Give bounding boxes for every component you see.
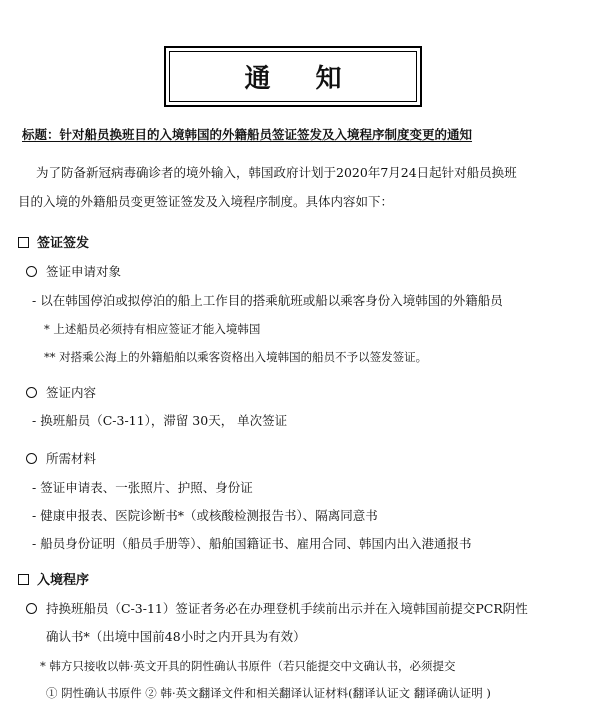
documents-line-2: - 健康申报表、医院诊断书*（或核酸检测报告书）、隔离同意书 (32, 508, 378, 523)
item-label-visa-content (26, 384, 96, 402)
circle-bullet-icon (26, 603, 37, 614)
section-heading-text: 签证签发 (37, 236, 90, 251)
checkbox-square-icon (18, 237, 29, 248)
visa-content-line-1: - 换班船员（C-3-11），滞留 30天， 单次签证 (32, 413, 288, 428)
circle-bullet-icon (26, 453, 37, 464)
item-label-text: 持换班船员（C-3-11）签证者务必在办理登机手续前出示并在入境韩国前提交PCR阴性 (46, 601, 528, 616)
section-heading-entry (18, 572, 89, 590)
title-box-inner-border (169, 51, 417, 102)
section-heading-visa (18, 235, 89, 253)
applicants-note-1: * 上述船员必须持有相应签证才能入境韩国 (44, 322, 261, 336)
intro-line-2: 目的入境的外籍船员变更签证签发及入境程序制度。具体内容如下： (18, 194, 394, 209)
document-subject: 标题：针对船员换班目的入境韩国的外籍船员签证签发及入境程序制度变更的通知 (22, 127, 473, 142)
applicants-line-1: - 以在韩国停泊或拟停泊的船上工作目的搭乘航班或船以乘客身份入境韩国的外籍船员 (32, 293, 503, 308)
documents-line-3: - 船员身份证明（船员手册等）、船舶国籍证书、雇用合同、韩国内出入港通报书 (32, 536, 472, 551)
title-box (164, 46, 422, 107)
item-label-applicants (26, 263, 121, 281)
documents-line-1: - 签证申请表、一张照片、护照、身份证 (32, 480, 253, 495)
item-label-text: 所需材料 (46, 451, 97, 466)
section-heading-text: 入境程序 (37, 573, 90, 588)
item-label-text: 签证申请对象 (46, 264, 122, 279)
applicants-note-2: ** 对搭乘公海上的外籍船舶以乘客资格出入境韩国的船员不予以签发签证。 (44, 350, 428, 364)
entry-item-line-1 (26, 600, 528, 618)
entry-note-2: ① 阴性确认书原件 ② 韩·英文翻译文件和相关翻译认证材料(翻译认证文 翻译确认证明 ) (46, 686, 491, 700)
circle-bullet-icon (26, 387, 37, 398)
item-label-text: 签证内容 (46, 385, 97, 400)
checkbox-square-icon (18, 574, 29, 585)
intro-line-1: 为了防备新冠病毒确诊者的境外输入，韩国政府计划于2020年7月24日起针对船员换班 (36, 165, 517, 180)
document-title: 通 知 (244, 64, 360, 94)
entry-note-1: * 韩方只接收以韩·英文开具的阴性确认书原件（若只能提交中文确认书，必须提交 (40, 659, 456, 673)
entry-item-line-2: 确认书*（出境中国前48小时之内开具为有效） (46, 629, 306, 644)
item-label-documents (26, 450, 96, 468)
circle-bullet-icon (26, 266, 37, 277)
